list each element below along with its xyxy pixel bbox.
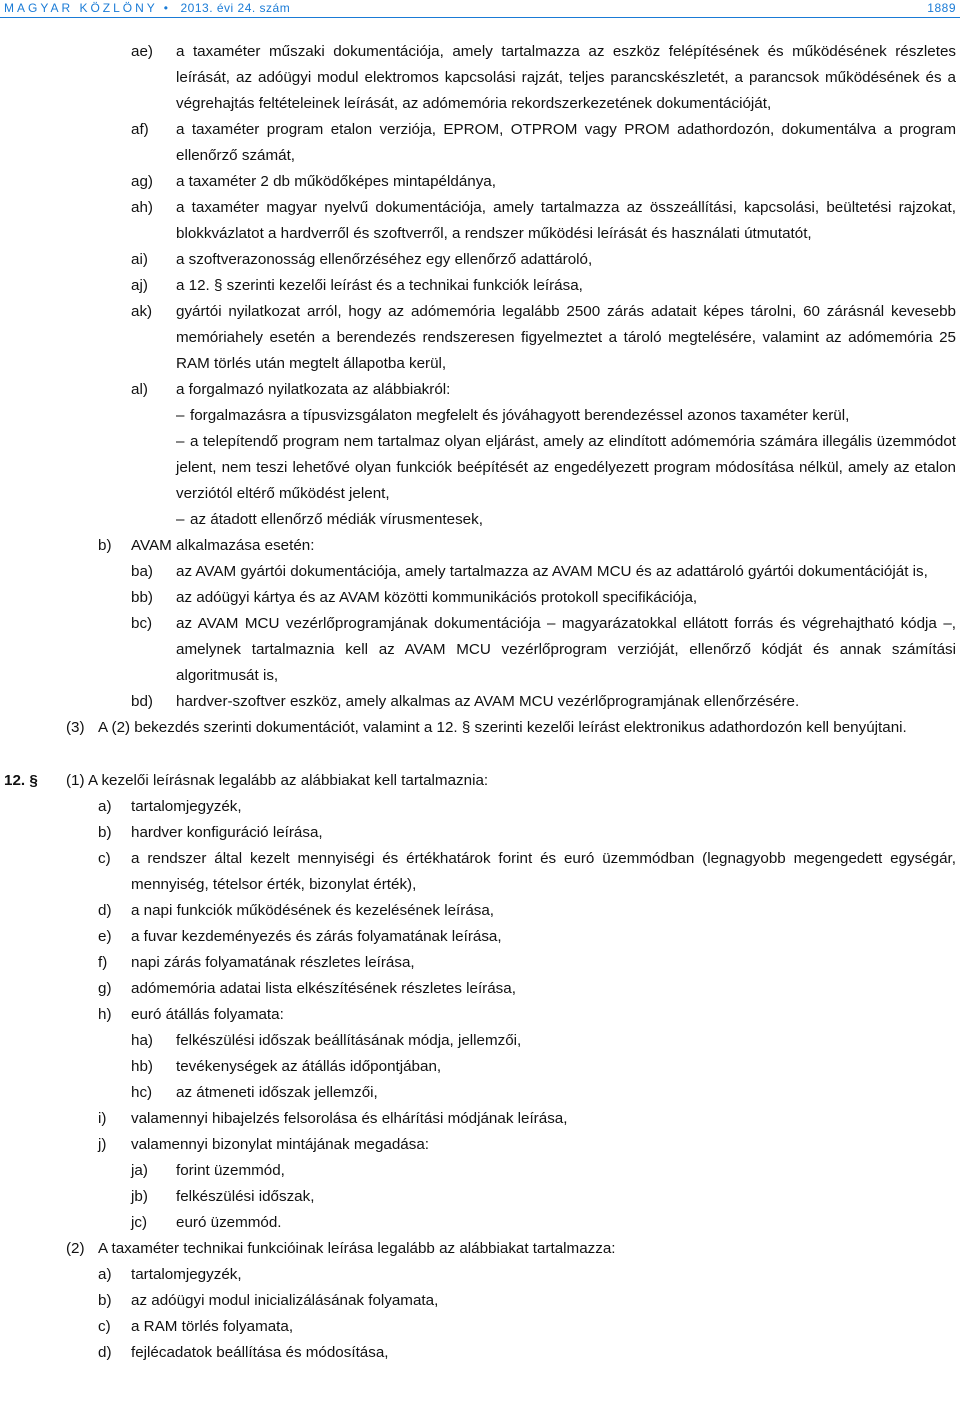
paragraph-3: [0, 715, 960, 741]
item-text: a szoftverazonosság ellenőrzéséhez egy ellenőrző adattároló,: [176, 251, 593, 268]
item-label: bd): [131, 693, 153, 710]
item-label: e): [98, 928, 112, 945]
item-label: hb): [131, 1058, 153, 1075]
paragraph-2: [0, 1236, 960, 1262]
list-item-i: [0, 1106, 960, 1132]
list-item-ba: [0, 559, 960, 585]
list-item-ha: [0, 1028, 960, 1054]
list-item-aj: [0, 273, 960, 299]
item-text: a taxaméter program etalon verziója, EPROM, OTPROM vagy PROM adathordozón, dokumentálva a program ellenőrző számát,: [176, 121, 956, 164]
document-body: [0, 39, 960, 1366]
dash-label: –: [176, 433, 185, 450]
list-item-d: [0, 1340, 960, 1366]
list-item-b: [0, 533, 960, 559]
item-label: (3): [66, 719, 85, 736]
header-rule: [0, 17, 960, 18]
list-item-b: [0, 820, 960, 846]
item-label: c): [98, 1318, 111, 1335]
list-item-ag: [0, 169, 960, 195]
item-text: forgalmazásra a típusvizsgálaton megfelelt és jóváhagyott berendezéssel azonos taxaméter kerül,: [190, 407, 850, 424]
item-text: hardver konfiguráció leírása,: [131, 824, 323, 841]
item-label: b): [98, 537, 112, 554]
item-label: al): [131, 381, 148, 398]
item-text: felkészülési időszak beállításának módja, jellemzői,: [176, 1032, 522, 1049]
item-text: tartalomjegyzék,: [131, 798, 242, 815]
item-label: ae): [131, 43, 153, 60]
list-item-ak: [0, 299, 960, 377]
item-label: f): [98, 954, 108, 971]
item-text: A taxaméter technikai funkcióinak leírása legalább az alábbiakat tartalmazza:: [98, 1240, 616, 1257]
list-item-hc: [0, 1080, 960, 1106]
item-text: forint üzemmód,: [176, 1162, 285, 1179]
item-text: tevékenységek az átállás időpontjában,: [176, 1058, 442, 1075]
item-label: ba): [131, 563, 153, 580]
list-item-ai: [0, 247, 960, 273]
item-label: j): [98, 1136, 107, 1153]
page-number: 1889: [927, 1, 956, 15]
item-text: a taxaméter 2 db működőképes mintapéldánya,: [176, 173, 496, 190]
item-label: hc): [131, 1084, 153, 1101]
item-label: bc): [131, 615, 153, 632]
list-item-ae: [0, 39, 960, 117]
item-text: az átmeneti időszak jellemzői,: [176, 1084, 378, 1101]
item-text: a forgalmazó nyilatkozata az alábbiakról:: [176, 381, 451, 398]
list-item-bd: [0, 689, 960, 715]
item-label: af): [131, 121, 149, 138]
item-text: az adóügyi kártya és az AVAM közötti kommunikációs protokoll specifikációja,: [176, 589, 698, 606]
item-text: napi zárás folyamatának részletes leírása,: [131, 954, 415, 971]
item-label: d): [98, 902, 112, 919]
item-text: a RAM törlés folyamata,: [131, 1318, 294, 1335]
item-text: valamennyi hibajelzés felsorolása és elhárítási módjának leírása,: [131, 1110, 568, 1127]
item-text: a rendszer által kezelt mennyiségi és értékhatárok forint és euró üzemmódban (legnagyobb megengedett egységár, mennyiség, tételsor érték, bizonylat érték),: [131, 850, 956, 893]
list-item-hb: [0, 1054, 960, 1080]
item-text: gyártói nyilatkozat arról, hogy az adómemória legalább 2500 zárás adatait képes tárolni, 60 zárásnál kevesebb memóriahely esetén a berendezés rendszeresen figyelmeztet a tároló megtelésére, valamint az adómemória 25 RAM törlés után megtelt állapotba kerül,: [176, 303, 956, 372]
list-item-c: [0, 1314, 960, 1340]
item-text: felkészülési időszak,: [176, 1188, 315, 1205]
item-text: a 12. § szerinti kezelői leírást és a technikai funkciók leírása,: [176, 277, 583, 294]
issue-date: 2013. évi 24. szám: [180, 1, 291, 15]
item-label: jc): [131, 1214, 148, 1231]
item-text: az adóügyi modul inicializálásának folyamata,: [131, 1292, 439, 1309]
list-item-g: [0, 976, 960, 1002]
item-text: tartalomjegyzék,: [131, 1266, 242, 1283]
list-item-bc: [0, 611, 960, 689]
item-text: (1) A kezelői leírásnak legalább az alábbiakat kell tartalmaznia:: [66, 772, 489, 789]
item-text: a taxaméter műszaki dokumentációja, amely tartalmazza az eszköz felépítésének és működésének részletes leírását, az adóügyi modul elektromos kapcsolási rajzát, teljes parancskészletét, a parancsok működésének és a végrehajtás feltételeinek leírását, az adómemória rekordszerkezetének dokumentációját,: [176, 43, 956, 112]
publication-title: MAGYAR KÖZLÖNY: [4, 1, 158, 15]
section-number: 12. §: [4, 772, 38, 789]
item-label: d): [98, 1344, 112, 1361]
item-label: g): [98, 980, 112, 997]
list-item-c: [0, 846, 960, 898]
item-label: b): [98, 824, 112, 841]
item-text: adómemória adatai lista elkészítésének részletes leírása,: [131, 980, 516, 997]
page-header: [4, 0, 956, 16]
item-text: fejlécadatok beállítása és módosítása,: [131, 1344, 389, 1361]
dash-item: [0, 403, 960, 429]
item-text: valamennyi bizonylat mintájának megadása:: [131, 1136, 430, 1153]
item-label: jb): [131, 1188, 148, 1205]
list-item-h: [0, 1002, 960, 1028]
list-item-af: [0, 117, 960, 169]
item-text: euró átállás folyamata:: [131, 1006, 284, 1023]
item-text: hardver-szoftver eszköz, amely alkalmas az AVAM MCU vezérlőprogramjának ellenőrzésére.: [176, 693, 800, 710]
item-text: az AVAM gyártói dokumentációja, amely tartalmazza az AVAM MCU és az adattároló gyártói dokumentációját is,: [176, 563, 928, 580]
list-item-j: [0, 1132, 960, 1158]
item-text: A (2) bekezdés szerinti dokumentációt, valamint a 12. § szerinti kezelői leírást elektronikus adathordozón kell benyújtani.: [98, 719, 907, 736]
dash-item: [0, 507, 960, 533]
list-item-ja: [0, 1158, 960, 1184]
list-item-al: [0, 377, 960, 403]
list-item-ah: [0, 195, 960, 247]
item-label: i): [98, 1110, 107, 1127]
item-text: a telepítendő program nem tartalmaz olyan eljárást, amely az elindított adómemória számára illegális üzemmódot jelent, nem teszi lehetővé olyan funkciók beépítését az engedélyezett program módosítása nélkül, amely az etalon verziótól eltérő működést jelent,: [176, 433, 956, 502]
item-text: a napi funkciók működésének és kezelésének leírása,: [131, 902, 495, 919]
item-label: a): [98, 798, 112, 815]
list-item-a: [0, 1262, 960, 1288]
header-left: [4, 1, 290, 15]
item-label: c): [98, 850, 111, 867]
item-label: ag): [131, 173, 153, 190]
item-label: ai): [131, 251, 148, 268]
item-text: a taxaméter magyar nyelvű dokumentációja, amely tartalmazza az összeállítási, kapcsolási, beültetési rajzokat, blokkvázlatot a hardverről és szoftverről, a rendszer működési leírását és használati útmutatót,: [176, 199, 956, 242]
list-item-jb: [0, 1184, 960, 1210]
list-item-e: [0, 924, 960, 950]
dash-label: –: [176, 511, 185, 528]
item-text: a fuvar kezdeményezés és zárás folyamatának leírása,: [131, 928, 502, 945]
item-label: ak): [131, 303, 153, 320]
list-item-b: [0, 1288, 960, 1314]
item-label: a): [98, 1266, 112, 1283]
list-item-a: [0, 794, 960, 820]
dash-label: –: [176, 407, 185, 424]
item-label: ja): [131, 1162, 148, 1179]
item-text: euró üzemmód.: [176, 1214, 282, 1231]
item-label: aj): [131, 277, 148, 294]
bullet-icon: •: [163, 1, 169, 15]
list-item-f: [0, 950, 960, 976]
section-12-heading: [0, 768, 960, 794]
list-item-d: [0, 898, 960, 924]
item-text: AVAM alkalmazása esetén:: [131, 537, 315, 554]
item-text: az AVAM MCU vezérlőprogramjának dokumentációja – magyarázatokkal ellátott forrás és végrehajtható kódja –, amelynek tartalmaznia kell az AVAM MCU vezérlőprogram verzióját, ellenőrző kódját és annak számítási algoritmusát is,: [176, 615, 956, 684]
item-label: ha): [131, 1032, 153, 1049]
list-item-jc: [0, 1210, 960, 1236]
item-text: az átadott ellenőrző médiák vírusmentesek,: [190, 511, 483, 528]
item-label: (2): [66, 1240, 85, 1257]
item-label: h): [98, 1006, 112, 1023]
item-label: ah): [131, 199, 153, 216]
item-label: b): [98, 1292, 112, 1309]
list-item-bb: [0, 585, 960, 611]
item-label: bb): [131, 589, 153, 606]
dash-item: [0, 429, 960, 507]
